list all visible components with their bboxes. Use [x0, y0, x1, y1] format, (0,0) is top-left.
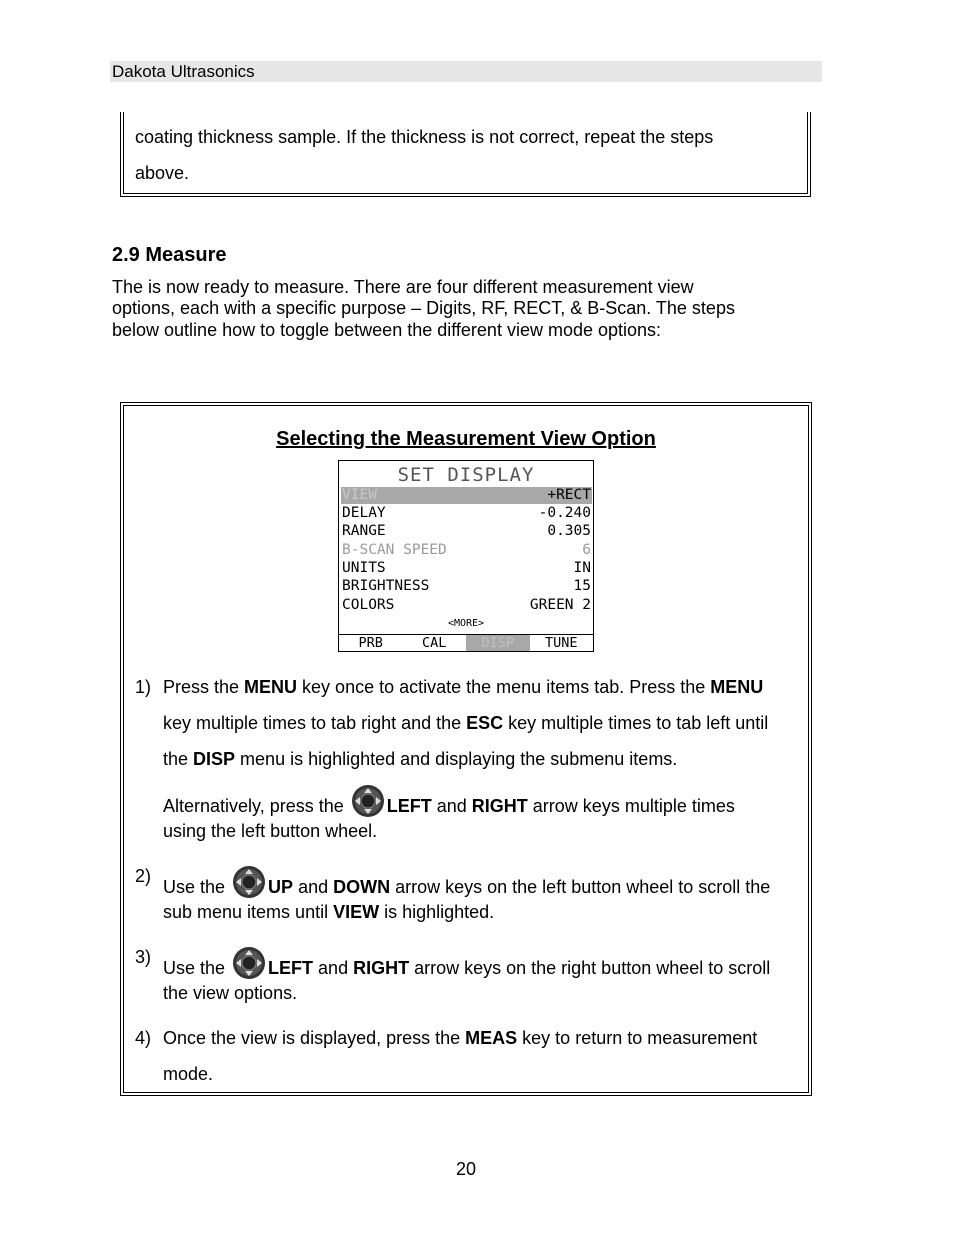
button-wheel-icon	[232, 865, 266, 899]
lcd-row-view	[341, 487, 592, 504]
lcd-more: <MORE>	[447, 618, 485, 629]
step-1-line-2: key multiple times to tab right and the ESC key multiple times to tab left until	[163, 713, 769, 733]
lcd-row-delay	[341, 505, 592, 522]
step-1-line-3: the DISP menu is highlighted and displaying the submenu items.	[163, 749, 678, 769]
lcd-label: B-SCAN SPEED	[342, 542, 447, 558]
step-3-line-2: the view options.	[163, 983, 298, 1003]
lcd-row-units	[341, 560, 592, 577]
step-number: 4)	[135, 1028, 152, 1048]
lcd-row-brightness	[341, 578, 592, 595]
lcd-row-range	[341, 523, 592, 540]
lcd-label: VIEW	[342, 487, 377, 503]
intro-line-2: options, each with a specific purpose – Digits, RF, RECT, & B-Scan. The steps	[112, 298, 735, 318]
lcd-tab-cal: CAL	[422, 635, 447, 651]
lcd-value: 15	[573, 578, 591, 594]
lcd-label: DELAY	[342, 505, 386, 521]
intro-line-3: below outline how to toggle between the different view mode options:	[112, 320, 662, 340]
continued-line-2: above.	[135, 163, 190, 183]
step-2-line-1: Use the UP and DOWN arrow keys on the left button wheel to scroll the	[163, 865, 770, 899]
lcd-value: GREEN 2	[529, 597, 591, 613]
step-4-line-2: mode.	[163, 1064, 214, 1084]
header-company: Dakota Ultrasonics	[112, 62, 255, 81]
lcd-value: +RECT	[547, 487, 591, 503]
lcd-screen	[338, 460, 594, 652]
section-title: 2.9 Measure	[112, 244, 227, 266]
lcd-value: IN	[573, 560, 591, 576]
step-number: 1)	[135, 677, 152, 697]
button-wheel-icon	[351, 784, 385, 818]
step-4-line-1: Once the view is displayed, press the MEAS key to return to measurement	[163, 1028, 758, 1048]
lcd-label: BRIGHTNESS	[342, 578, 430, 594]
step-1-line-4: Alternatively, press the LEFT and RIGHT arrow keys multiple times	[163, 784, 735, 818]
step-number: 2)	[135, 866, 152, 886]
lcd-tab-disp: DISP	[466, 635, 530, 651]
lcd-tab-tune: TUNE	[544, 635, 578, 651]
page-number: 20	[455, 1159, 477, 1179]
lcd-row-colors	[341, 597, 592, 614]
lcd-label: COLORS	[342, 597, 395, 613]
lcd-title: SET DISPLAY	[397, 464, 535, 486]
continued-box-inner	[123, 112, 808, 194]
lcd-value: 0.305	[547, 523, 591, 539]
lcd-label: RANGE	[342, 523, 386, 539]
continued-line-1: coating thickness sample. If the thickness is not correct, repeat the steps	[135, 127, 714, 147]
lcd-row-bscan-speed	[341, 542, 592, 559]
lcd-value: -0.240	[538, 505, 591, 521]
step-1-line-5: using the left button wheel.	[163, 821, 378, 841]
intro-line-1: The is now ready to measure. There are four different measurement view	[112, 277, 694, 297]
step-3-line-1: Use the LEFT and RIGHT arrow keys on the right button wheel to scroll	[163, 946, 770, 980]
lcd-tab-prb: PRB	[358, 635, 383, 651]
lcd-tab-bar	[339, 634, 593, 651]
lcd-label: UNITS	[342, 560, 386, 576]
button-wheel-icon	[232, 946, 266, 980]
lcd-value: 6	[582, 542, 591, 558]
step-2-line-2: sub menu items until VIEW is highlighted.	[163, 902, 495, 922]
procedure-title: Selecting the Measurement View Option	[276, 428, 656, 450]
step-number: 3)	[135, 947, 152, 967]
step-1-line-1: Press the MENU key once to activate the menu items tab. Press the MENU	[163, 677, 764, 697]
